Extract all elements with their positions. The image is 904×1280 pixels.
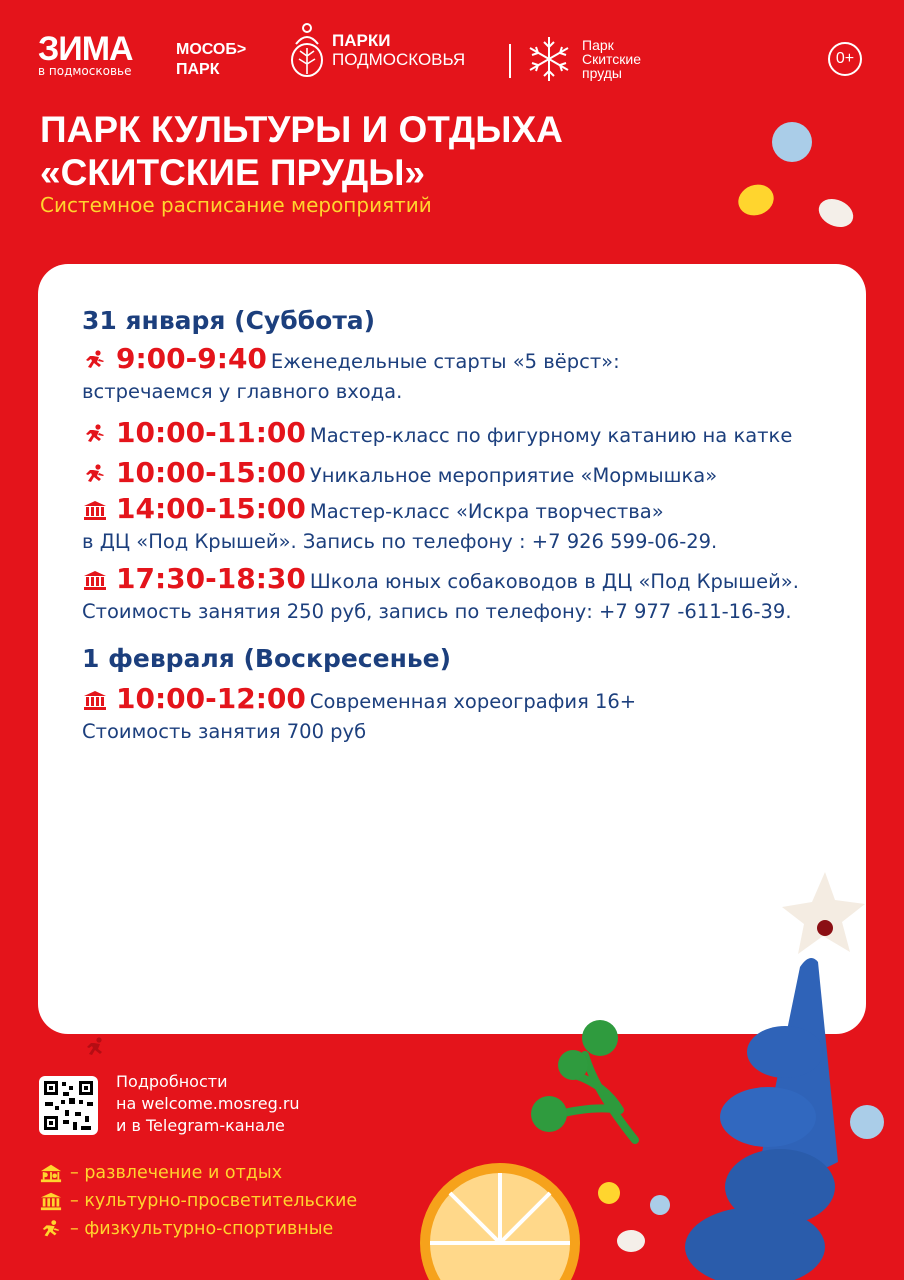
decor-dot xyxy=(650,1195,670,1215)
decor-dot xyxy=(598,1182,620,1204)
day-heading: 31 января (Суббота) xyxy=(82,306,376,335)
event-item: 14:00-15:00 Мастер-класс «Искра творчества» в ДЦ «Под Крышей». Запись по телефону : +7 926 599-06-29. xyxy=(82,492,718,553)
decor-dot xyxy=(772,122,812,162)
decor-dot xyxy=(850,1105,884,1139)
event-item: 10:00-15:00 Уникальное мероприятие «Мормышка» xyxy=(82,458,852,491)
age-rating-badge: 0+ xyxy=(828,42,862,76)
museum-icon xyxy=(82,500,108,520)
more-info-text: Подробности на welcome.mosreg.ru и в Telegram-канале xyxy=(116,1072,300,1135)
runner-icon xyxy=(82,464,108,484)
mosobpark-logo: МОСОБ> ПАРК xyxy=(176,41,247,78)
qr-code[interactable] xyxy=(39,1076,98,1135)
orange-slice-illustration xyxy=(415,1148,585,1280)
runner-icon xyxy=(84,1036,108,1058)
runner-icon xyxy=(82,350,108,370)
museum-icon xyxy=(82,690,108,710)
event-item: 10:00-12:00 Современная хореография 16+ Стоимость занятия 700 руб xyxy=(82,682,637,743)
decor-dot xyxy=(617,1230,645,1252)
skitskie-prudy-logo: Парк Скитские пруды xyxy=(524,34,641,84)
christmas-tree-illustration xyxy=(660,862,896,1280)
logo-divider xyxy=(509,44,511,78)
legend-item: – физкультурно-спортивные xyxy=(40,1219,333,1239)
qr-code-icon xyxy=(39,1076,98,1135)
museum-icon xyxy=(40,1191,62,1211)
page-title: ПАРК КУЛЬТУРЫ И ОТДЫХА «СКИТСКИЕ ПРУДЫ» xyxy=(40,109,563,193)
snowflake-icon xyxy=(524,34,574,84)
legend-item: – развлечение и отдых xyxy=(40,1163,282,1183)
runner-icon xyxy=(40,1219,62,1239)
decor-dot xyxy=(734,180,778,221)
leaf-hat-icon xyxy=(290,22,324,78)
event-item: 10:00-11:00 Мастер-класс по фигурному катанию на катке xyxy=(82,418,852,451)
museum-icon xyxy=(82,570,108,590)
event-item: 9:00-9:40 Еженедельные старты «5 вёрст»: встречаемся у главного входа. xyxy=(82,342,620,403)
day-heading: 1 февраля (Воскресенье) xyxy=(82,644,452,673)
runner-icon xyxy=(82,424,108,444)
decor-dot xyxy=(814,194,858,233)
legend-item: – культурно-просветительские xyxy=(40,1191,357,1211)
carousel-icon xyxy=(40,1163,62,1183)
zima-logo: ЗИМА в подмосковье xyxy=(38,30,133,78)
berry-branch-illustration xyxy=(525,1010,655,1150)
page-subtitle: Системное расписание мероприятий xyxy=(40,193,432,217)
parki-podmoskovya-logo: ПАРКИ ПОДМОСКОВЬЯ xyxy=(290,22,465,78)
event-item: 17:30-18:30 Школа юных собаководов в ДЦ «Под Крышей». Стоимость занятия 250 руб, запись по телефону: +7 977 -611-16-39. xyxy=(82,562,799,623)
